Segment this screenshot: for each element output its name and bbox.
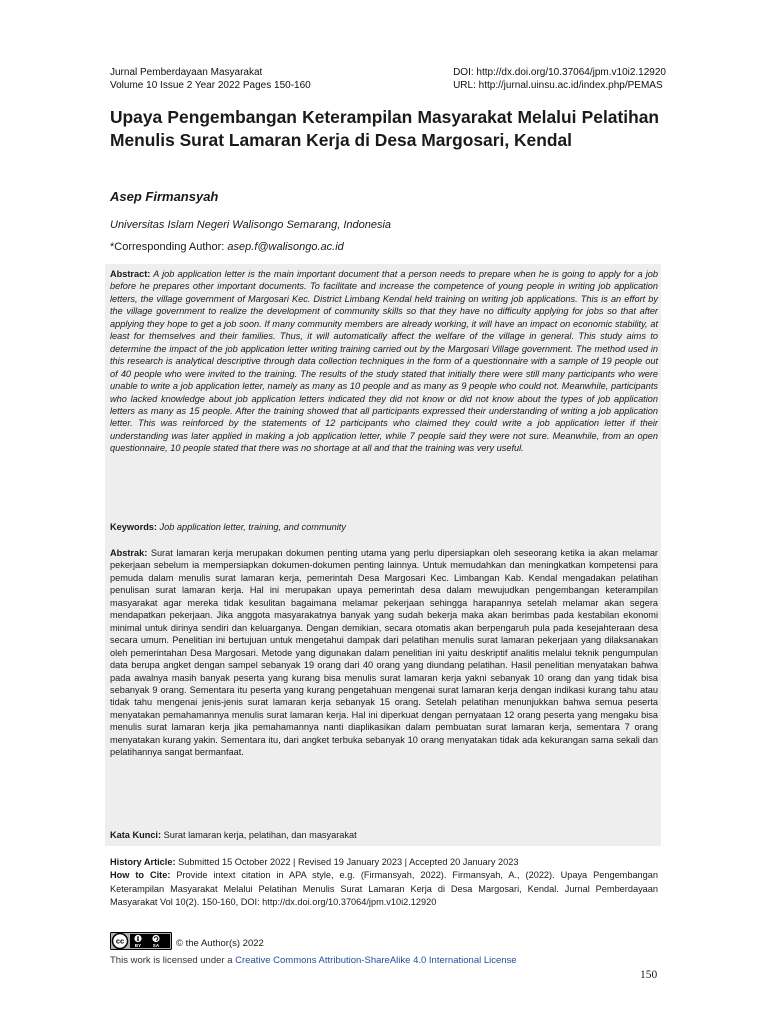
license-prefix: This work is licensed under a bbox=[110, 955, 236, 966]
cite-label: How to Cite: bbox=[110, 870, 171, 881]
corresponding-email[interactable]: asep.f@walisongo.ac.id bbox=[227, 241, 344, 253]
keywords-id-label: Kata Kunci: bbox=[110, 830, 162, 840]
journal-url[interactable]: URL: http://jurnal.uinsu.ac.id/index.php/PEMAS bbox=[453, 80, 663, 91]
journal-doi[interactable]: DOI: http://dx.doi.org/10.37064/jpm.v10i2.12920 bbox=[453, 67, 666, 78]
by-label: BY bbox=[134, 942, 142, 948]
license-notice bbox=[110, 955, 517, 966]
article-title: Upaya Pengembangan Keterampilan Masyarakat Melalui Pelatihan Menulis Surat Lamaran Kerja di Desa Margosari, Kendal bbox=[110, 107, 659, 150]
abstract-id-text: Surat lamaran kerja merupakan dokumen penting utama yang perlu dipersiapkan oleh seseorang ketika ia akan melamar pekerjaan sebelum ia mempersiapkan dokumen-dokumen penting lainnya. Untuk memudahkan dan meningkatkan kompetensi para pemuda dalam menulis surat lamaran kerja, pemerintah Desa Margosari Kec. Limbangan Kab. Kendal mengadakan pelatihan penulisan surat lamaran kerja. Hal ini merupakan upaya pemerintah desa dalam mewujudkan pengembangan keterampilan masyarakat agar mereka tidak kesulitan bagaimana melamar pekerjaan sehingga harapannya setelah melamar akan segera mendapatkan pekerjaan. Jika anggota masyarakatnya banyak yang sudah bekerja maka akan berimbas pada kestabilan ekonomi minimal untuk dirinya sendiri dan keluarganya. Dengan demikian, secara otomatis akan berpengaruh pula pada kesejahteraan desa secara umum. Penelitian ini bertujuan untuk mengetahui dampak dari pelatihan menulis surat lamaran pekerjaan yang dilaksanakan oleh pemerintahan Desa Margosari. Metode yang digunakan dalam penelitian ini yaitu deskriptif analitis melalui teknik pengumpulan data berupa angket dengan sampel sebanyak 19 orang dari 40 orang yang diundang pelatihan. Hasil penelitian menyatakan bahwa pada awalnya masih banyak peserta yang kurang bisa menulis surat lamaran kerja yakni sebanyak 10 orang dan yang tidak bisa sebanyak 9 orang. Sementara itu peserta yang kurang pengetahuan mengenai surat lamaran kerja dengan indikasi kurang tahu atau tidak tahu mengenai jenis-jenis surat lamaran kerja sebanyak 15 orang. Setelah pelatihan menunjukkan bahwa semua peserta menyatakan pemahamannya menulis surat lamaran kerja. Hal ini diperkuat dengan pernyataan 12 orang peserta yang mengaku bisa menulis surat lamaran kerja jika pemahamannya nanti diaplikasikan dalam pembuatan surat lamaran kerja, sementara 7 orang menyatakan kurang yakin. Sementara itu, dari angket terbuka sebanyak 10 orang menyatakan tidak ada kekurangan sama sekali dan pelatihannya sangat bermanfaat. bbox=[110, 548, 658, 758]
journal-name: Jurnal Pemberdayaan Masyarakat bbox=[110, 67, 263, 78]
article-author: Asep Firmansyah bbox=[110, 189, 219, 204]
header-left bbox=[110, 66, 311, 92]
corresponding-label: *Corresponding Author: bbox=[110, 241, 228, 253]
abstract-en-label: Abstract: bbox=[110, 269, 151, 279]
keywords-id-text: Surat lamaran kerja, pelatihan, dan masyarakat bbox=[161, 830, 357, 840]
cite-text: Provide intext citation in APA style, e.g. (Firmansyah, 2022). Firmansyah, A., (2022). Upaya Pengembangan Keterampilan Masyarakat Melalui Pelatihan Menulis Surat Lamaran Kerja di Desa Margosari, Kendal. Jurnal Pemberdayaan Masyarakat Vol 10(2). 150-160, DOI: http://dx.doi.org/10.37064/jpm.v10i2.12920 bbox=[110, 870, 658, 908]
sa-label: SA bbox=[152, 942, 160, 948]
creative-commons-by-sa-badge-icon[interactable] bbox=[110, 932, 172, 950]
keywords-en bbox=[110, 522, 346, 532]
header-right bbox=[453, 66, 666, 92]
license-link[interactable]: Creative Commons Attribution-ShareAlike 4.0 International License bbox=[235, 955, 517, 966]
journal-volume: Volume 10 Issue 2 Year 2022 Pages 150-160 bbox=[110, 80, 311, 91]
keywords-en-label: Keywords: bbox=[110, 522, 157, 532]
copyright-notice: © the Author(s) 2022 bbox=[176, 938, 264, 949]
history-label: History Article: bbox=[110, 857, 176, 867]
article-info bbox=[110, 856, 658, 910]
author-affiliation: Universitas Islam Negeri Walisongo Semarang, Indonesia bbox=[110, 219, 392, 231]
keywords-en-text: Job application letter, training, and community bbox=[156, 522, 346, 532]
how-to-cite bbox=[110, 869, 658, 909]
keywords-id bbox=[110, 830, 357, 840]
corresponding-author bbox=[110, 241, 344, 253]
cc-label: cc bbox=[115, 936, 125, 946]
history-text: Submitted 15 October 2022 | Revised 19 January 2023 | Accepted 20 January 2023 bbox=[175, 857, 519, 867]
abstract-id-label: Abstrak: bbox=[110, 548, 148, 558]
abstract-en bbox=[110, 268, 658, 455]
abstract-en-text: A job application letter is the main important document that a person needs to prepare when he is going to apply for a job before he prepares other important documents. To facilitate and increase the competence of young people in writing job application letters, the village government of Margosari Kec. District Limbang Kendal held training on writing job applications. This is an effort by the village government to realize the development of community skills so that they have no difficulty applying for jobs so that after applying they hope to get a job soon. If many community members are already working, it will have an impact on economic stability, at least for themselves and their families. Thus, it will automatically affect the welfare of the village in general. This study aims to determine the impact of the job application letter writing training carried out by the Margosari Village government. The method used in this research is analytical descriptive through data collection techniques in the form of a questionnaire with a sample of 19 people out of 40 people who were invited to the training. The results of the study stated that initially there were still many participants who were unable to write a job application letter, namely as many as 10 people and as many as 9 people who could not. Meanwhile, participants who lacked knowledge about job application letters indicated they did not know or did not know about the types of job application letters as many as 15 people. After the training showed that all participants expressed their understanding of writing a job application letter. This was reinforced by the statements of 12 participants who claimed they could write a job application letter if their understanding was later applied in making a job application letter, while 7 people said they were not sure. Meanwhile, from an open questionnaire, 10 people stated that there was no shortage at all and that the training was very useful. bbox=[110, 269, 658, 454]
history-article bbox=[110, 856, 658, 869]
abstract-id bbox=[110, 547, 658, 759]
page-number: 150 bbox=[640, 969, 658, 981]
